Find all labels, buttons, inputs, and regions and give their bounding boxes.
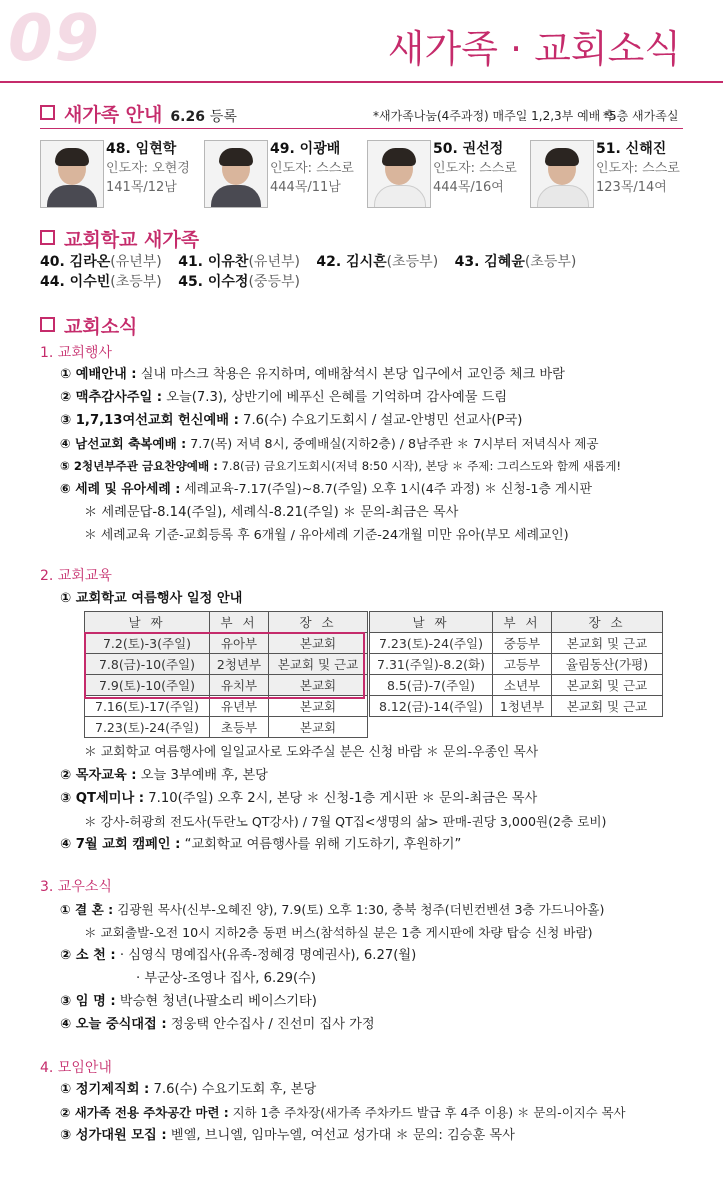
news-line: ④ 7월 교회 캠페인 : “교회학교 여름행사를 위해 기도하기, 후원하기” [60,837,462,852]
member-news-title: 3. 교우소식 [40,879,112,895]
member-guide: 인도자: 오현경 [106,161,190,176]
news-line: ① 예배안내 : 실내 마스크 착용은 유지하며, 예배참석시 본당 입구에서 교인증 체크 바람 [60,367,565,382]
column-header: 날 짜 [85,612,210,633]
table-row: 7.2(토)-3(주일) 유아부 본교회 [85,633,368,654]
education-title: 2. 교회교육 [40,568,112,584]
summer-schedule-table-right [369,611,663,717]
page-number: 09 [8,2,102,76]
table-row: 8.5(금)-7(주일) 소년부 본교회 및 근교 [370,675,663,696]
new-family-room-notice: *5층 새가족실 [603,109,679,123]
member-group: 444목/11남 [270,180,341,195]
member-photo [40,140,104,208]
news-note: ＊ 세례교육 기준-교회등록 후 6개월 / 유아세례 기준-24개월 미만 유아(부모 세례교인) [84,528,569,543]
new-member-card [40,140,210,212]
school-new-family-heading: 교회학교 새가족 [40,228,199,252]
new-family-notice: *새가족나눔(4주과정) 매주일 1,2,3부 예배 후 [373,109,616,123]
member-group: 444목/16여 [433,180,504,195]
news-line: ③ 성가대원 모집 : 벧엘, 브니엘, 임마누엘, 여선교 성가대 ＊ 문의: 김승훈 목사 [60,1128,515,1143]
member-name: 49. 이광배 [270,141,341,157]
column-header: 부 서 [210,612,269,633]
events-title: 1. 교회행사 [40,345,112,361]
table-row: 7.16(토)-17(주일) 유년부 본교회 [85,696,368,717]
member-guide: 인도자: 스스로 [596,161,680,176]
news-note: ＊ 교회출발-오전 10시 지하2층 동편 버스(참석하실 분은 1층 게시판에 차량 탑승 신청 바람) [84,925,593,940]
section-box-icon [40,105,55,120]
column-header: 장 소 [552,612,663,633]
school-member: 44. 이수빈(초등부) [40,274,162,290]
news-line: ② 새가족 전용 주차공간 마련 : 지하 1층 주차장(새가족 주차카드 발급 후 4주 이용) ＊ 문의-이지수 목사 [60,1105,626,1120]
school-member: 41. 이유찬(유년부) [178,254,300,270]
news-line: ② 맥추감사주일 : 오늘(7.3), 상반기에 베푸신 은혜를 기억하며 감사예물 드림 [60,390,508,405]
member-name: 50. 권선정 [433,141,504,157]
news-line: ② 소 천 : · 심영식 명예집사(유족-정혜경 명예권사), 6.27(월) [60,948,417,963]
news-line: ① 결 혼 : 김광원 목사(신부-오혜진 양), 7.9(토) 오후 1:30, 충북 청주(더빈컨벤션 3층 가드니아홀) [60,902,605,917]
column-header: 장 소 [269,612,368,633]
table-header-row [370,612,663,633]
table-row: 7.31(주일)-8.2(화) 고등부 율림동산(가평) [370,654,663,675]
member-guide: 인도자: 스스로 [270,161,354,176]
member-name: 51. 신해진 [596,141,667,157]
new-member-card [367,140,537,212]
section-box-icon [40,317,55,332]
table-header-row [85,612,368,633]
news-note: ＊ 강사-허광희 전도사(두란노 QT강사) / 7월 QT집<생명의 삶> 판매-권당 3,000원(2층 로비) [84,814,607,829]
member-photo [530,140,594,208]
news-line: ④ 남선교회 축복예배 : 7.7(목) 저녁 8시, 중예배실(지하2층) / 8남주관 ＊ 7시부터 저녁식사 제공 [60,436,599,451]
school-member: 42. 김시흔(초등부) [316,254,439,270]
news-note: · 부군상-조영나 집사, 6.29(수) [136,971,317,986]
news-line: ① 정기제직회 : 7.6(수) 수요기도회 후, 본당 [60,1082,317,1097]
news-note: ＊ 세례문답-8.14(주일), 세례식-8.21(주일) ＊ 문의-최금은 목사 [84,505,459,520]
member-name: 48. 임현학 [106,141,177,157]
column-header: 날 짜 [370,612,493,633]
school-member: 45. 이수정(중등부) [178,274,300,290]
member-group: 123목/14여 [596,180,667,195]
news-line: ① 교회학교 여름행사 일정 안내 [60,591,243,606]
new-member-card [204,140,374,212]
news-line: ③ 1,7,13여선교회 헌신예배 : 7.6(수) 수요기도회시 / 설교-안병민 선교사(P국) [60,413,523,428]
school-new-family-row [40,272,312,292]
new-family-heading: 새가족 안내 6.26 등록 [40,103,237,129]
meetings-title: 4. 모임안내 [40,1060,112,1076]
church-news-heading: 교회소식 [40,315,137,339]
news-line: ② 목자교육 : 오늘 3부예배 후, 본당 [60,768,268,783]
new-member-card [530,140,700,212]
section-divider [40,128,683,129]
news-line: ⑥ 세례 및 유아세례 : 세례교육-7.17(주일)~8.7(주일) 오후 1시(4주 과정) ＊ 신청-1층 게시판 [60,482,593,497]
table-row: 7.23(토)-24(주일) 초등부 본교회 [85,717,368,738]
title-divider [0,81,723,83]
news-line: ③ 임 명 : 박승현 청년(나팔소리 베이스기타) [60,994,317,1009]
news-note: ＊ 교회학교 여름행사에 일일교사로 도와주실 분은 신청 바람 ＊ 문의-우종인 목사 [84,745,539,760]
table-row: 7.9(토)-10(주일) 유치부 본교회 [85,675,368,696]
table-row: 7.23(토)-24(주일) 중등부 본교회 및 근교 [370,633,663,654]
column-header: 부 서 [493,612,552,633]
registration-date: 6.26 [170,109,205,125]
news-line: ④ 오늘 중식대접 : 정웅택 안수집사 / 진선미 집사 가정 [60,1017,375,1032]
news-line: ⑤ 2청년부주관 금요찬양예배 : 7.8(금) 금요기도회시(저녁 8:50 시작), 본당 ＊ 주제: 그리스도와 함께 새롭게! [60,459,622,473]
page-title: 새가족 · 교회소식 [387,27,681,71]
member-guide: 인도자: 스스로 [433,161,517,176]
table-row: 8.12(금)-14(주일) 1청년부 본교회 및 근교 [370,696,663,717]
section-box-icon [40,230,55,245]
school-member: 43. 김혜윤(초등부) [454,254,577,270]
school-new-family-row [40,252,588,272]
member-photo [204,140,268,208]
table-row: 7.8(금)-10(주일) 2청년부 본교회 및 근교 [85,654,368,675]
member-group: 141목/12남 [106,180,177,195]
school-member: 40. 김라온(유년부) [40,254,162,270]
summer-schedule-table-left [84,611,368,738]
member-photo [367,140,431,208]
news-line: ③ QT세미나 : 7.10(주일) 오후 2시, 본당 ＊ 신청-1층 게시판 ＊ 문의-최금은 목사 [60,791,538,806]
